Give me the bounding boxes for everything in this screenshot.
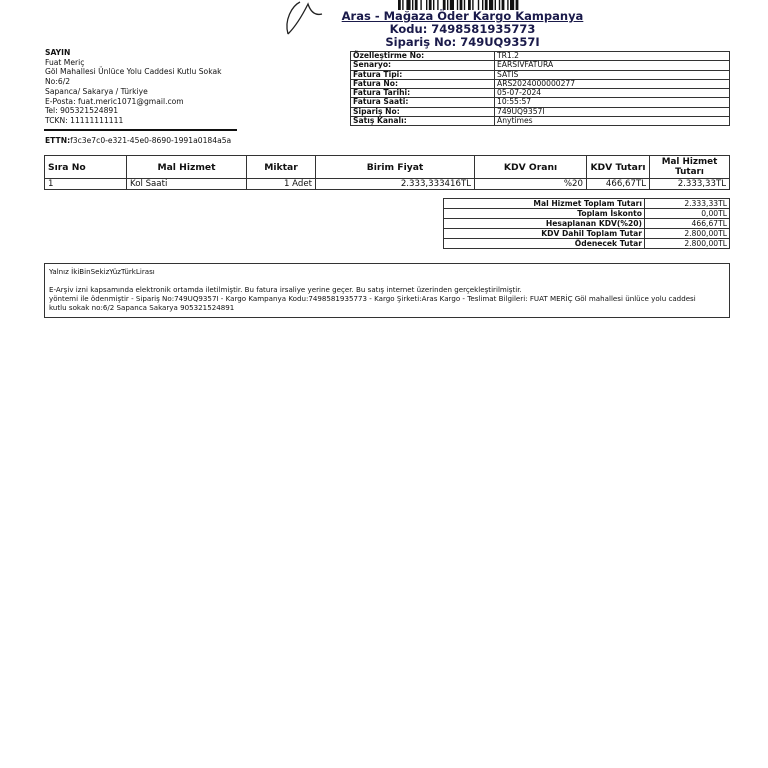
table-header-row bbox=[45, 156, 730, 179]
header-service: Mal Hizmet bbox=[127, 156, 247, 179]
line-items-table bbox=[44, 155, 730, 190]
meta-key: Fatura No: bbox=[351, 79, 495, 88]
header-vat-rate: KDV Oranı bbox=[475, 156, 587, 179]
table-row bbox=[444, 229, 730, 239]
table-row bbox=[444, 239, 730, 249]
meta-key: Fatura Saati: bbox=[351, 98, 495, 107]
ettn-line bbox=[45, 136, 231, 145]
customer-address-line1: Göl Mahallesi Ünlüce Yolu Caddesi Kutlu Sokak bbox=[45, 67, 222, 77]
cell-qty: 1 Adet bbox=[247, 179, 316, 190]
header-no: Sıra No bbox=[45, 156, 127, 179]
cell-unit-price: 2.333,333416TL bbox=[316, 179, 475, 190]
meta-value: 10:55:57 bbox=[495, 98, 730, 107]
meta-value: 05-07-2024 bbox=[495, 89, 730, 98]
customer-title: SAYIN bbox=[45, 48, 71, 57]
invoice-notes-box bbox=[44, 263, 730, 318]
total-key: Mal Hizmet Toplam Tutarı bbox=[444, 199, 645, 209]
total-value: 2.333,33TL bbox=[645, 199, 730, 209]
shipping-campaign-title: Aras - Mağaza Öder Kargo Kampanya bbox=[341, 9, 584, 23]
total-value: 2.800,00TL bbox=[645, 229, 730, 239]
customer-name: Fuat Meriç bbox=[45, 57, 85, 67]
amount-in-words: Yalnız İkiBinSekizYüzTürkLirası bbox=[49, 267, 155, 276]
meta-value: TR1.2 bbox=[495, 52, 730, 61]
table-row bbox=[444, 219, 730, 229]
meta-key: Fatura Tipi: bbox=[351, 70, 495, 79]
total-value: 2.800,00TL bbox=[645, 239, 730, 249]
table-row bbox=[351, 61, 730, 70]
total-value: 466,67TL bbox=[645, 219, 730, 229]
customer-info-block bbox=[45, 48, 245, 126]
customer-email: E-Posta: fuat.meric1071@gmail.com bbox=[45, 96, 184, 106]
meta-key: Özelleştirme No: bbox=[351, 52, 495, 61]
cell-no: 1 bbox=[45, 179, 127, 190]
totals-table bbox=[443, 198, 730, 249]
notes-line1: E-Arşiv izni kapsamında elektronik ortamda iletilmiştir. Bu fatura irsaliye yerine geçer. Bu satış internet üzerinden gerçekleştirilmiştir. bbox=[49, 285, 522, 294]
customer-city: Sapanca/ Sakarya / Türkiye bbox=[45, 86, 148, 96]
meta-key: Fatura Tarihi: bbox=[351, 89, 495, 98]
table-row bbox=[444, 199, 730, 209]
meta-value: SATIS bbox=[495, 70, 730, 79]
meta-key: Senaryo: bbox=[351, 61, 495, 70]
meta-value: ARS2024000000277 bbox=[495, 79, 730, 88]
notes-line2: yöntemi ile ödenmiştir - Sipariş No:749UQ9357I - Kargo Kampanya Kodu:7498581935773 - Kargo Şirketi:Aras Kargo - Teslimat Bilgileri: FUAT MERİÇ Göl mahallesi ünlüce yolu caddesi bbox=[49, 294, 696, 303]
ettn-value: f3c3e7c0-e321-45e0-8690-1991a0184a5a bbox=[70, 136, 232, 145]
meta-key: Satış Kanalı: bbox=[351, 117, 495, 126]
notes-line3: kutlu sokak no:6/2 Sapanca Sakarya 905321524891 bbox=[49, 303, 235, 312]
table-row bbox=[351, 98, 730, 107]
customer-tckn: TCKN: 11111111111 bbox=[45, 115, 124, 125]
notes-spacer bbox=[49, 276, 725, 285]
total-key: Ödenecek Tutar bbox=[444, 239, 645, 249]
customer-address-line2: No:6/2 bbox=[45, 77, 71, 87]
shipping-campaign-code: Kodu: 7498581935773 bbox=[389, 22, 536, 36]
total-key: KDV Dahil Toplam Tutar bbox=[444, 229, 645, 239]
header-vat-amount: KDV Tutarı bbox=[587, 156, 650, 179]
cell-vat-rate: %20 bbox=[475, 179, 587, 190]
total-key: Hesaplanan KDV(%20) bbox=[444, 219, 645, 229]
header-line-total-l2: Tutarı bbox=[675, 167, 704, 177]
customer-divider bbox=[44, 129, 237, 131]
meta-key: Sipariş No: bbox=[351, 107, 495, 116]
shipping-campaign-header bbox=[320, 10, 605, 49]
ettn-label: ETTN: bbox=[45, 136, 71, 145]
table-row bbox=[351, 70, 730, 79]
header-line-total-l1: Mal Hizmet bbox=[661, 157, 718, 167]
table-row bbox=[444, 209, 730, 219]
header-qty: Miktar bbox=[247, 156, 316, 179]
meta-value: EARSIVFATURA bbox=[495, 61, 730, 70]
meta-value: Anytimes bbox=[495, 117, 730, 126]
customer-phone: Tel: 905321524891 bbox=[45, 106, 119, 116]
total-value: 0,00TL bbox=[645, 209, 730, 219]
header-unit-price: Birim Fiyat bbox=[316, 156, 475, 179]
table-row bbox=[351, 117, 730, 126]
invoice-meta-table bbox=[350, 51, 730, 126]
meta-value: 749UQ9357I bbox=[495, 107, 730, 116]
cell-service: Kol Saati bbox=[127, 179, 247, 190]
table-row bbox=[45, 179, 730, 190]
cell-vat-amount: 466,67TL bbox=[587, 179, 650, 190]
header-line-total bbox=[650, 156, 730, 179]
cell-line-total: 2.333,33TL bbox=[650, 179, 730, 190]
total-key: Toplam İskonto bbox=[444, 209, 645, 219]
table-row bbox=[351, 107, 730, 116]
shipping-order-no: Sipariş No: 749UQ9357I bbox=[385, 35, 540, 49]
